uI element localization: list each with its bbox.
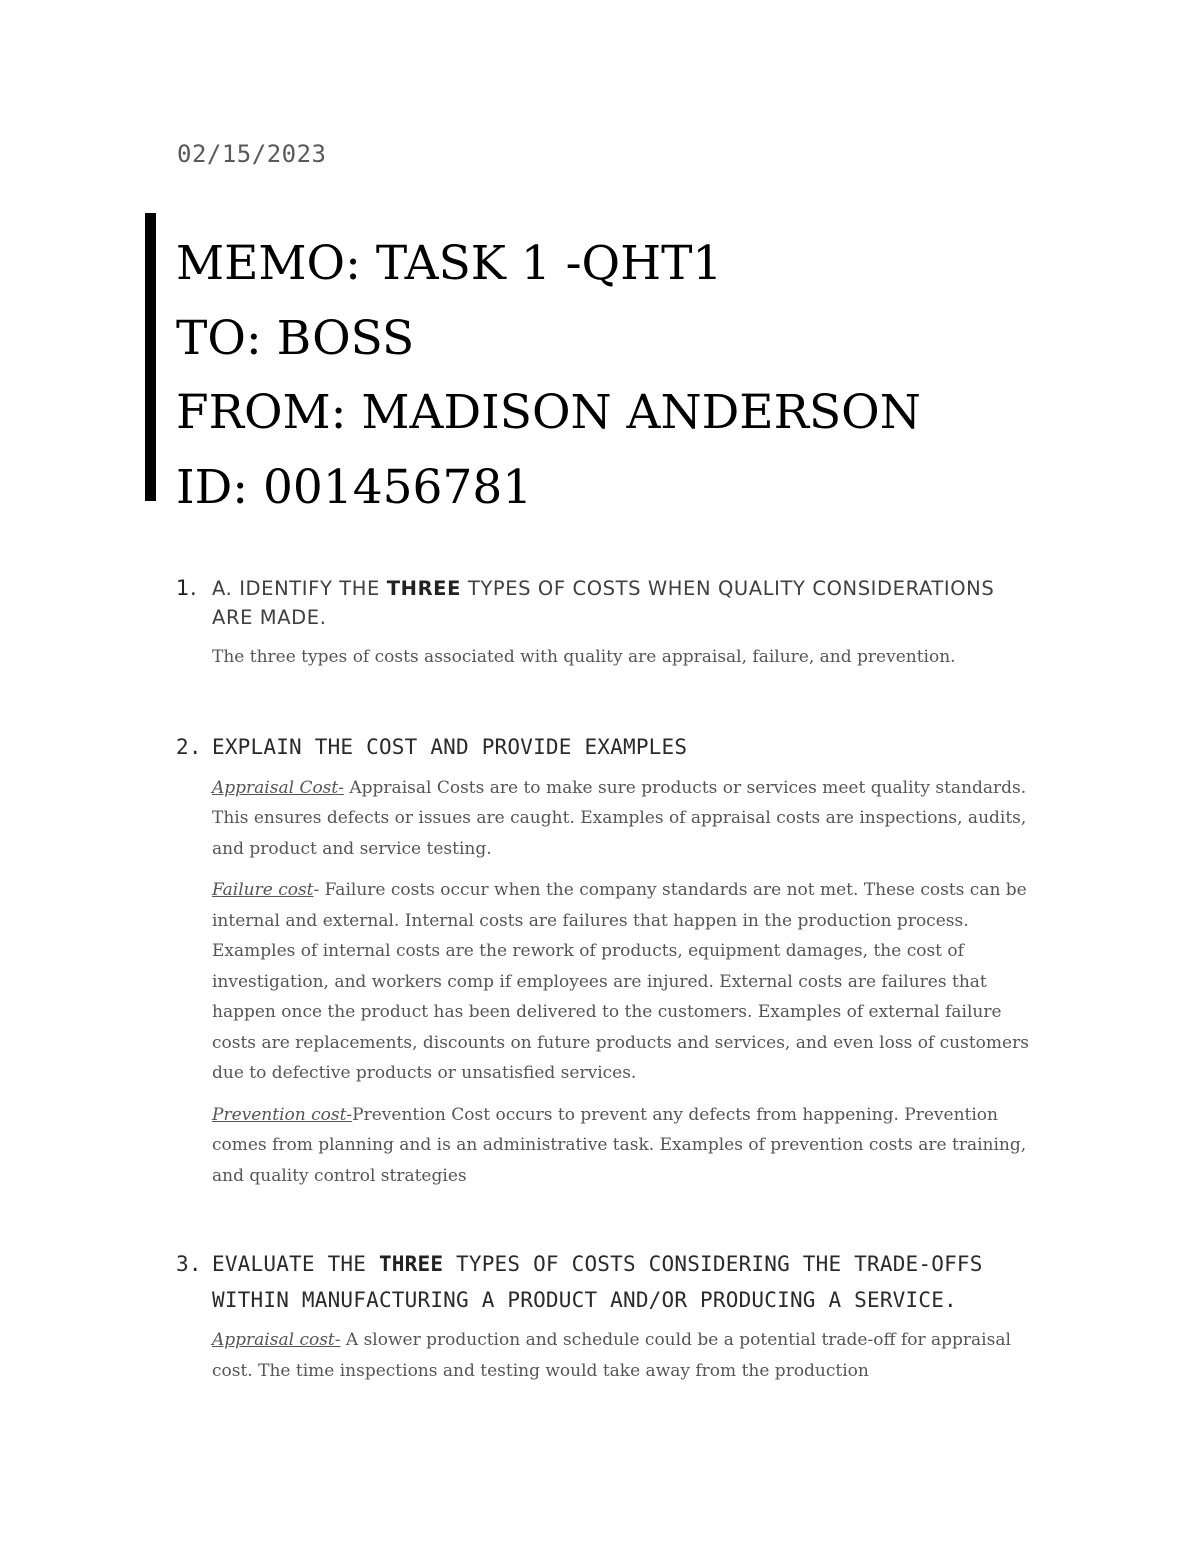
failure-cost-text: - Failure costs occur when the company standards are not met. These costs can be internal and external. Internal costs are failures that happen in the production process. Examples of internal costs are the rework of products, equipment damages, the cost of investigation, and workers comp if employees are injured. External costs are failures that happen once the product has been delivered to the customers. Examples of external failure costs are replacements, discounts on future products and services, and even loss of customers due to defective products or unsatisfied services. — [212, 880, 1029, 1083]
appraisal-tradeoff-paragraph — [212, 1325, 1036, 1386]
memo-title: MEMO: TASK 1 -QHT1 — [176, 236, 723, 291]
appraisal-cost-label: Appraisal Cost- — [212, 777, 344, 798]
section-3-heading-prefix: EVALUATE THE — [212, 1252, 379, 1276]
memo-id: ID: 001456781 — [176, 459, 533, 515]
section-1 — [176, 574, 1036, 673]
failure-cost-label: Failure cost — [212, 880, 314, 900]
header-lines — [176, 227, 921, 525]
section-2 — [176, 730, 1036, 1191]
section-2-number: 2. — [176, 735, 202, 759]
prevention-cost-paragraph — [212, 1100, 1036, 1192]
section-3-heading-suffix: TYPES OF COSTS CONSIDERING THE TRADE-OFFS WITHIN MANUFACTURING A PRODUCT AND/OR PRODUCING A SERVICE. — [212, 1252, 983, 1312]
section-3-heading-bold: THREE — [378, 1252, 444, 1276]
header-accent-bar — [145, 213, 156, 501]
section-2-heading: EXPLAIN THE COST AND PROVIDE EXAMPLES — [212, 735, 688, 759]
prevention-cost-label: Prevention cost- — [212, 1104, 353, 1125]
section-1-heading-bold: THREE — [386, 577, 462, 600]
prevention-cost-text: Prevention Cost occurs to prevent any defects from happening. Prevention comes from planning and is an administrative task. Examples of prevention costs are training, and quality control strategies — [212, 1104, 1027, 1186]
section-1-number: 1. — [176, 576, 198, 600]
failure-cost-paragraph — [212, 875, 1036, 1089]
section-3-heading — [212, 1247, 1036, 1318]
memo-header — [145, 213, 1045, 515]
section-1-heading — [212, 574, 1036, 632]
appraisal-tradeoff-text: A slower production and schedule could be a potential trade-off for appraisal cost. The time inspections and testing would take away from the production — [212, 1330, 1011, 1381]
section-3-number: 3. — [176, 1252, 202, 1276]
appraisal-cost-text: Appraisal Costs are to make sure products or services meet quality standards. This ensures defects or issues are caught. Examples of appraisal costs are inspections, audits, and product and service testing. — [212, 777, 1027, 859]
section-1-heading-suffix: TYPES OF COSTS WHEN QUALITY CONSIDERATIONS ARE MADE. — [212, 577, 995, 629]
memo-date: 02/15/2023 — [177, 140, 327, 168]
appraisal-tradeoff-label: Appraisal cost- — [212, 1330, 341, 1350]
memo-from: FROM: MADISON ANDERSON — [176, 385, 921, 440]
section-3 — [176, 1247, 1036, 1386]
section-1-heading-prefix: A. IDENTIFY THE — [212, 577, 387, 600]
section-1-body: The three types of costs associated with quality are appraisal, failure, and prevention. — [212, 647, 956, 667]
appraisal-cost-paragraph — [212, 773, 1036, 865]
memo-to: TO: BOSS — [176, 310, 415, 366]
